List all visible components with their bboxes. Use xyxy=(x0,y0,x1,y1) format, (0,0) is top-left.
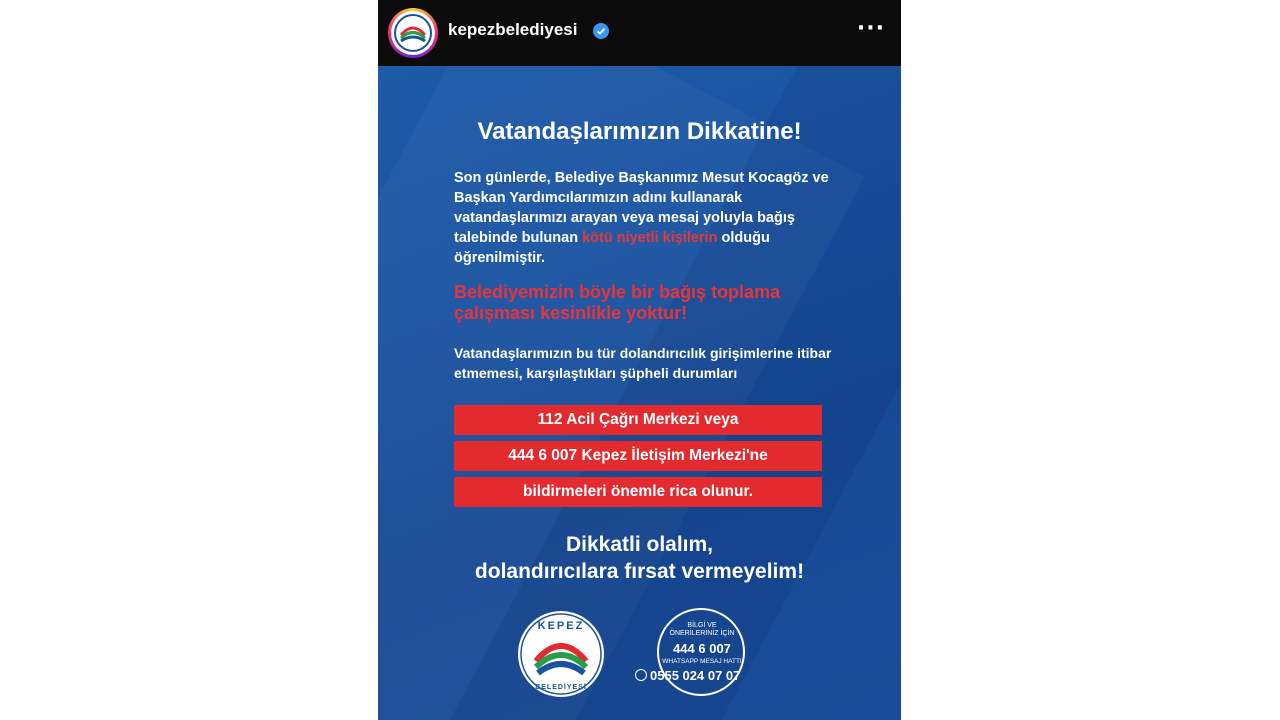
kepez-belediyesi-logo xyxy=(516,609,606,699)
contact-badge xyxy=(652,608,752,708)
intro-paragraph xyxy=(454,168,834,268)
closing-line: dolandırıcılara fırsat vermeyelim! xyxy=(474,560,805,583)
username-link[interactable]: kepezbelediyesi xyxy=(448,20,578,39)
whatsapp-icon xyxy=(635,669,647,681)
contact-number: 444 6 007 xyxy=(673,641,731,656)
contact-info-label xyxy=(652,622,752,638)
emergency-line-bar: 112 Acil Çağrı Merkezi veya xyxy=(454,405,822,435)
announcement-poster xyxy=(378,66,901,720)
avatar-image xyxy=(391,11,435,55)
logo-text-bottom: BELEDİYESİ xyxy=(535,684,587,691)
poster-title: Vatandaşlarımızın Dikkatine! xyxy=(477,118,802,145)
intro-text-start: Son günlerde, Belediye Başkanımız Mesut Kocagöz ve Başkan Yardımcılarımızın adını kullanarak vatandaşlarımızı arayan veya mesaj yoluyla bağış talebinde bulunan xyxy=(454,170,829,246)
closing-line: Dikkatli olalım, xyxy=(565,533,714,556)
kepez-logo-icon xyxy=(391,11,435,55)
contact-center-bar: 444 6 007 Kepez İletişim Merkezi'ne xyxy=(454,441,822,471)
post-header xyxy=(378,0,901,66)
closing-message xyxy=(378,531,901,585)
highlight-text: kötü niyetli kişilerin xyxy=(582,230,718,246)
instagram-post xyxy=(378,0,901,720)
contact-info-line: BİLGİ VE xyxy=(687,622,717,629)
whatsapp-number: 0555 024 07 07 xyxy=(650,668,741,683)
warning-text: Belediyemizin böyle bir bağış toplama çalışması kesinlikle yoktur! xyxy=(454,282,781,323)
verified-badge-icon xyxy=(593,23,609,39)
intro-text-end: olduğu öğrenilmiştir. xyxy=(454,230,770,266)
contact-info-line: ÖNERİLERİNİZ İÇİN xyxy=(669,630,735,637)
request-paragraph: Vatandaşlarımızın bu tür dolandırıcılık girişimlerine itibar etmemesi, karşılaştıkları şüpheli durumları xyxy=(454,345,832,381)
whatsapp-number-row xyxy=(635,668,775,683)
profile-avatar[interactable] xyxy=(388,8,438,58)
more-options-icon[interactable]: ··· xyxy=(856,16,885,41)
request-bar: bildirmeleri önemle rica olunur. xyxy=(454,477,822,507)
logo-text-top: KEPEZ xyxy=(537,620,585,632)
whatsapp-label: WHATSAPP MESAJ HATTI xyxy=(662,658,742,665)
